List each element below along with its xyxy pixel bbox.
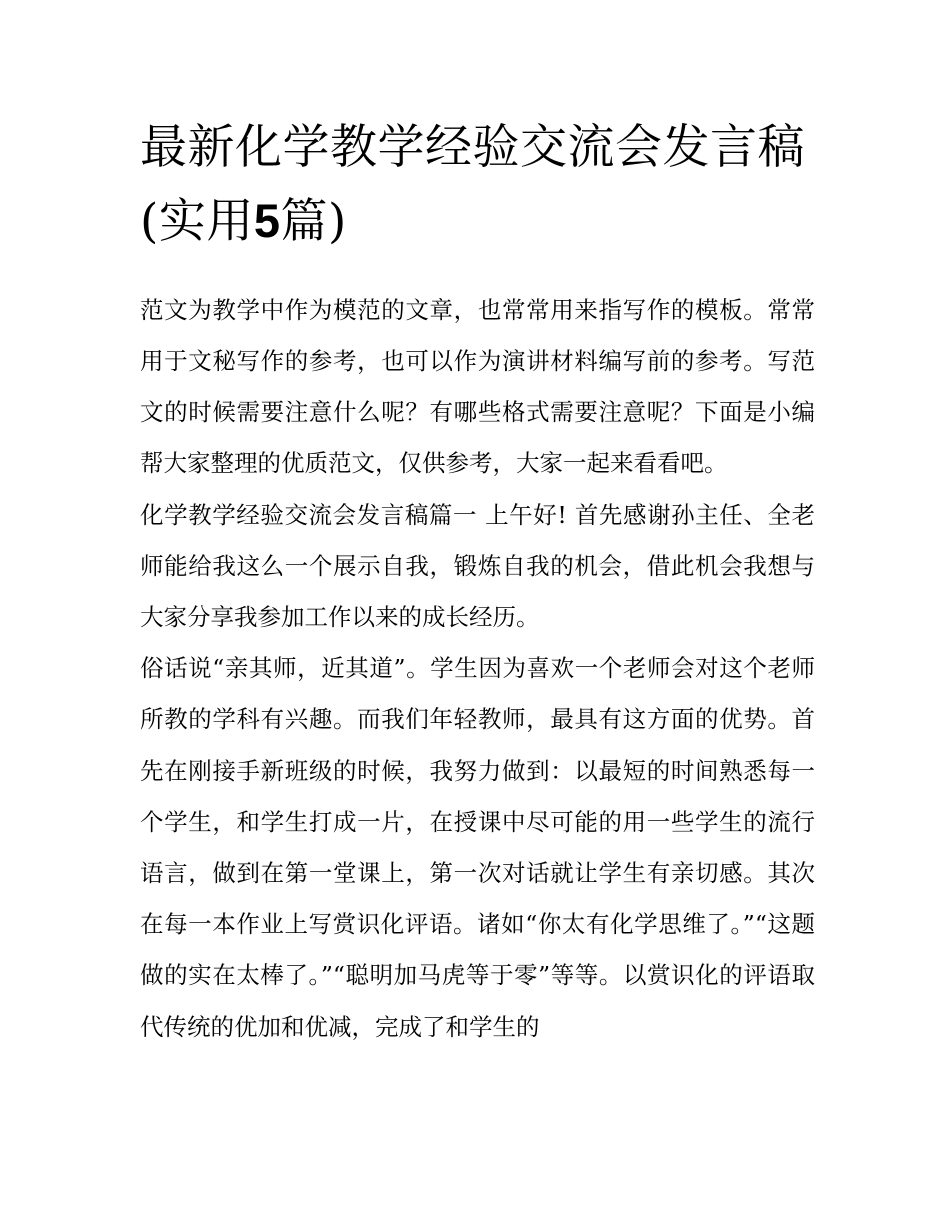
body-paragraph: 化学教学经验交流会发言稿篇一 上午好! 首先感谢孙主任、全老师能给我这么一个展示自我，锻炼自我的机会，借此机会我想与大家分享我参加工作以来的成长经历。 (140, 500, 815, 631)
intro-paragraph: 范文为教学中作为模范的文章，也常常用来指写作的模板。常常用于文秘写作的参考，也可以作为演讲材料编写前的参考。写范文的时候需要注意什么呢？有哪些格式需要注意呢？下面是小编帮大家整理的优质范文，仅供参考，大家一起来看看吧。 (140, 295, 815, 478)
document-title (140, 112, 815, 259)
title-number: 5 (253, 193, 281, 247)
body-paragraph: 俗话说“亲其师，近其道”。学生因为喜欢一个老师会对这个老师所教的学科有兴趣。而我们年轻教师，最具有这方面的优势。首先在刚接手新班级的时候，我努力做到：以最短的时间熟悉每一个学生，和学生打成一片，在授课中尽可能的用一些学生的流行语言，做到在第一堂课上，第一次对话就让学生有亲切感。其次在每一本作业上写赏识化评语。诸如“你太有化学思维了。”“这题做的实在太棒了。”“聪明加马虎等于零”等等。以赏识化的评语取代传统的优加和优减，完成了和学生的 (140, 654, 815, 1041)
document-page (140, 112, 815, 1053)
title-text-end: 篇) (280, 193, 347, 249)
title-text: 最新化学教学经验交流会发言稿(实用 (140, 120, 805, 249)
